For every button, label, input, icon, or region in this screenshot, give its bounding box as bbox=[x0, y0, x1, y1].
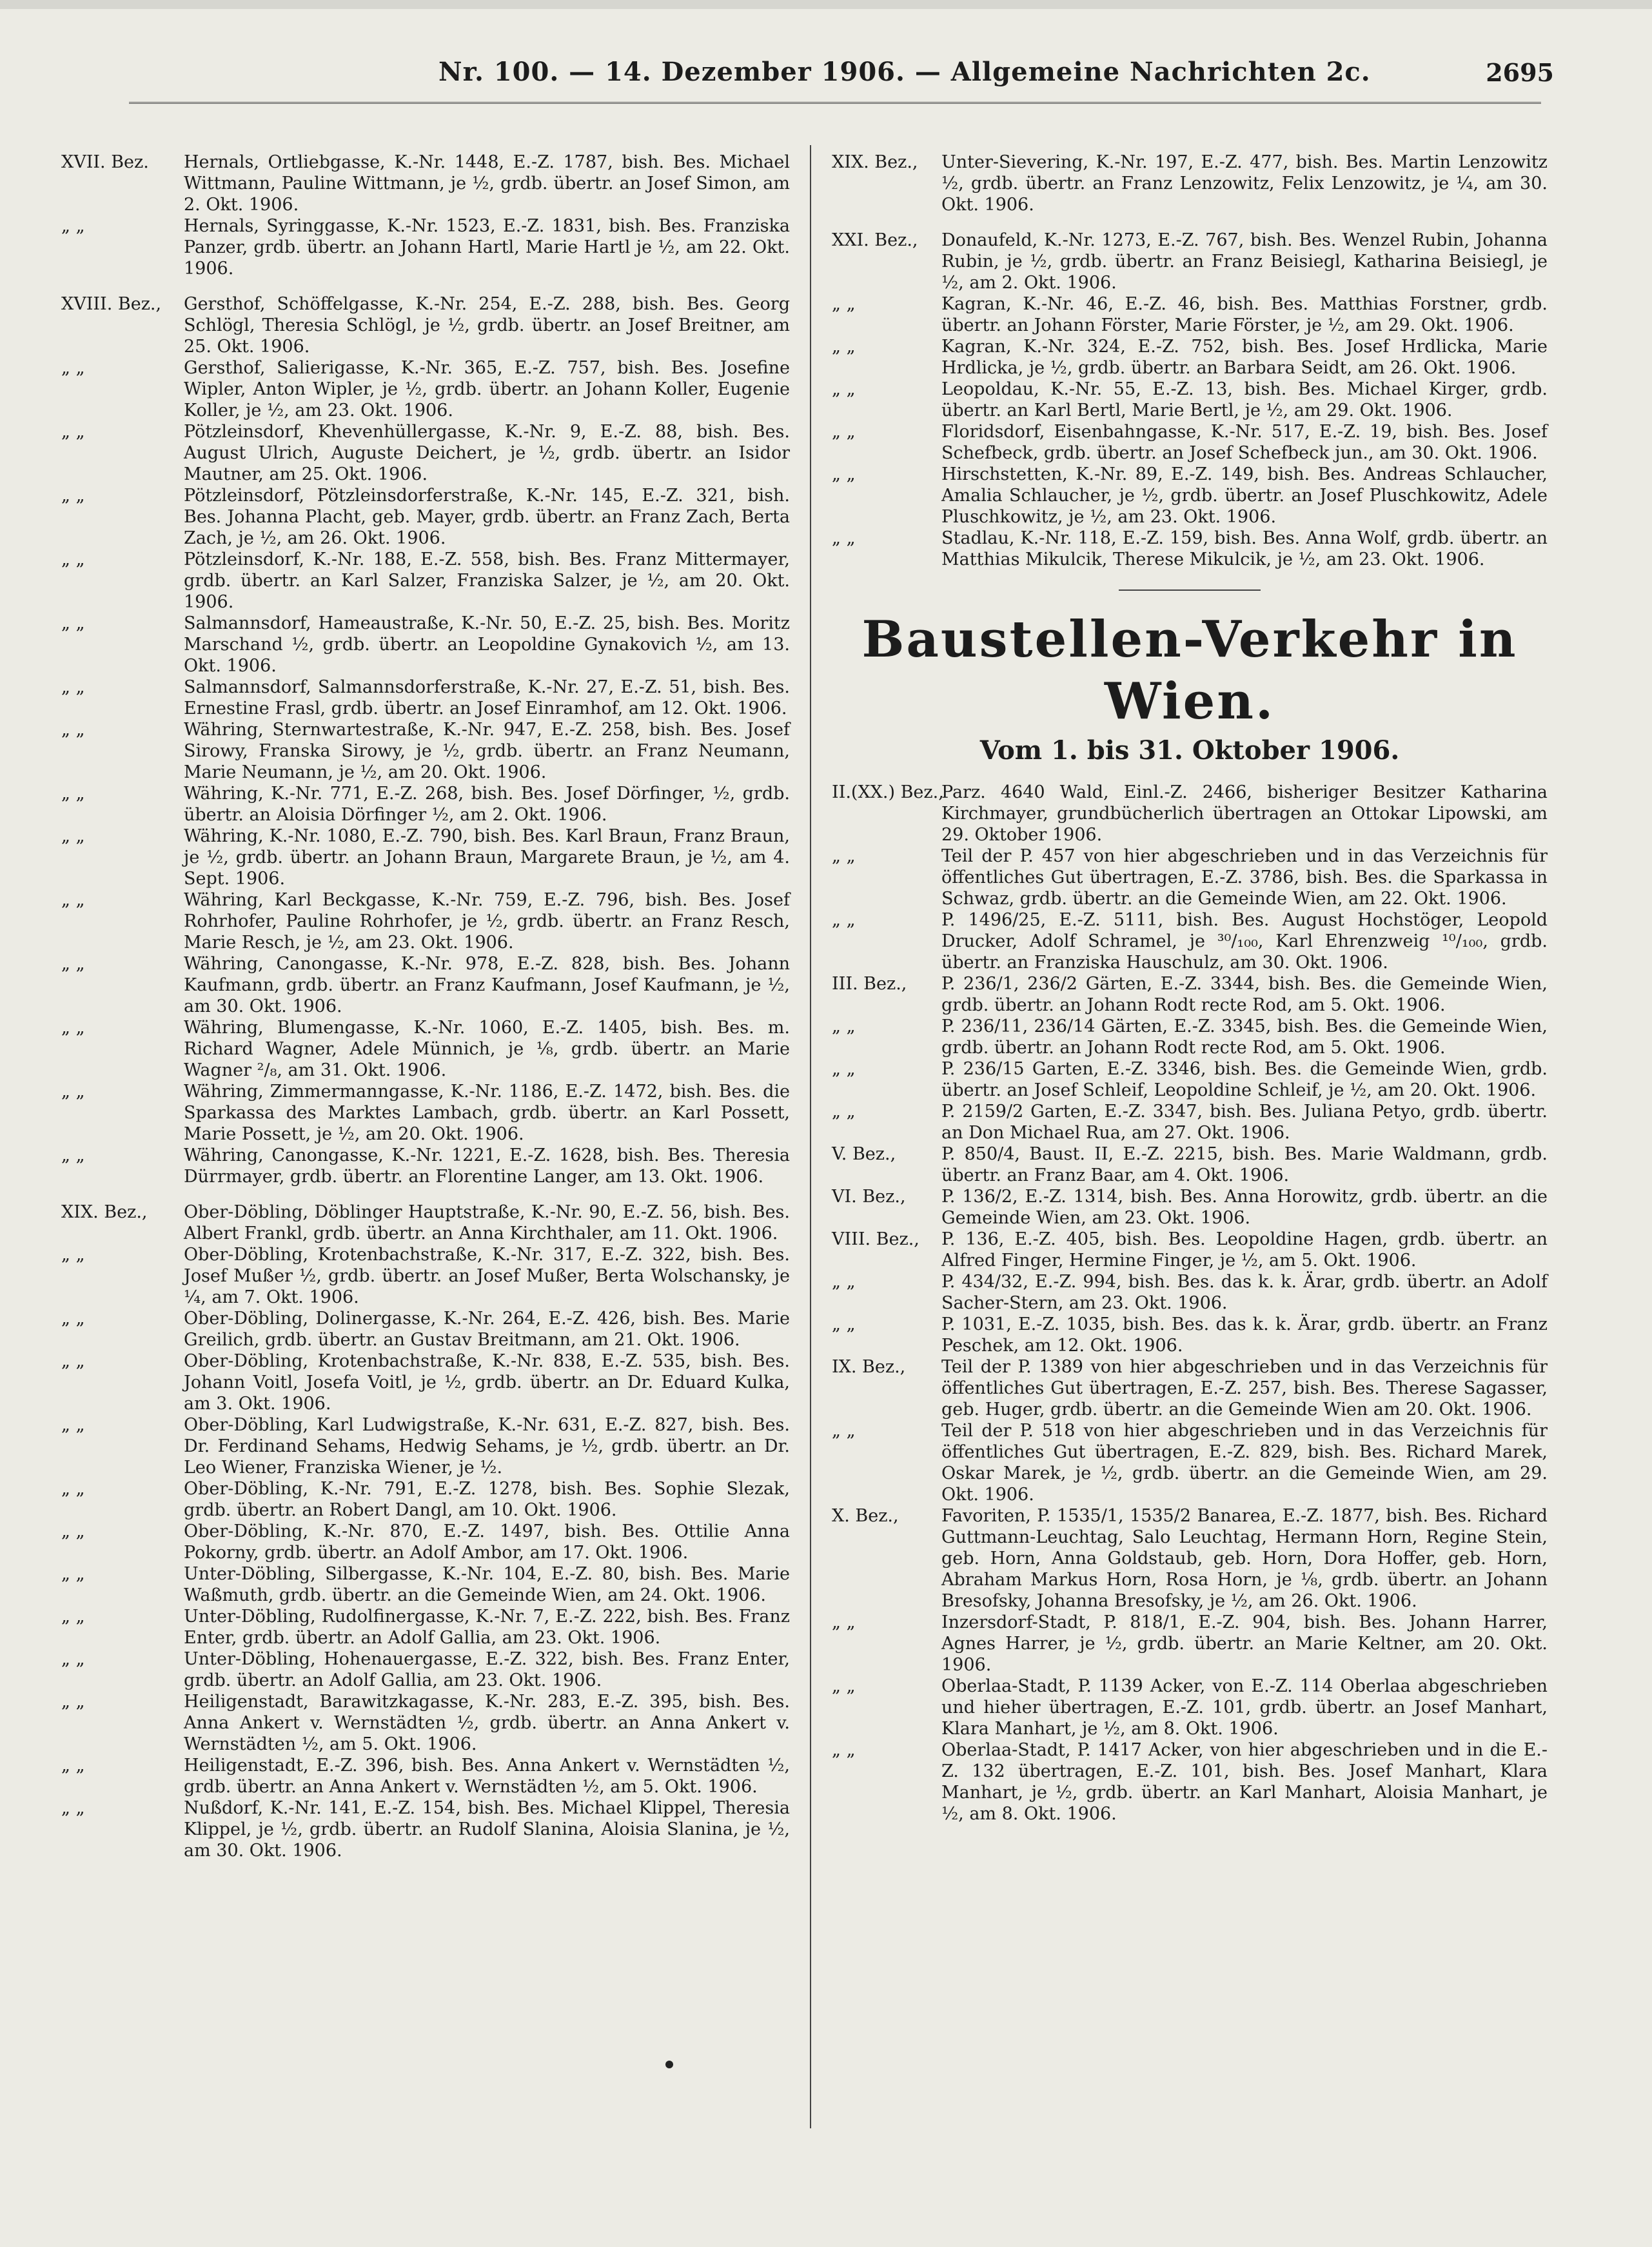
district-label: „ „ bbox=[61, 1145, 85, 1165]
district-label: „ „ bbox=[61, 1607, 85, 1627]
register-entry bbox=[61, 1478, 790, 1521]
district-label: XIX. Bez., bbox=[61, 1202, 148, 1222]
scan-edge bbox=[0, 0, 1652, 9]
entry-text: Gersthof, Schöffelgasse, K.-Nr. 254, E.-Z. 288, bish. Bes. Georg Schlögl, Theresia Schlögl, je ½, grdb. übertr. an Josef Breitner, am 25. Okt. 1906. bbox=[184, 294, 790, 357]
entry-text: Währing, K.-Nr. 1080, E.-Z. 790, bish. Bes. Karl Braun, Franz Braun, je ½, grdb. übertr. an Johann Braun, Margarete Braun, je ½, am 4. Sept. 1906. bbox=[184, 826, 790, 889]
district-label: „ „ bbox=[61, 613, 85, 633]
district-label: „ „ bbox=[61, 1245, 85, 1265]
district-label: „ „ bbox=[61, 1309, 85, 1329]
register-entry bbox=[61, 677, 790, 719]
entry-text: Inzersdorf-Stadt, P. 818/1, E.-Z. 904, bish. Bes. Johann Harrer, Agnes Harrer, je ½, grdb. übertr. an Marie Keltner, am 20. Okt. 1906. bbox=[941, 1612, 1548, 1675]
entry-text: Heiligenstadt, E.-Z. 396, bish. Bes. Anna Ankert v. Wernstädten ½, grdb. übertr. an Anna Ankert v. Wernstädten ½, am 5. Okt. 1906. bbox=[184, 1756, 790, 1797]
entry-text: Währing, Karl Beckgasse, K.-Nr. 759, E.-Z. 796, bish. Bes. Josef Rohrhofer, Pauline Rohrhofer, je ½, grdb. übertr. an Franz Resch, Marie Resch, je ½, am 23. Okt. 1906. bbox=[184, 890, 790, 953]
entry-text: Salmannsdorf, Salmannsdorferstraße, K.-Nr. 27, E.-Z. 51, bish. Bes. Ernestine Frasl, grdb. übertr. an Josef Einramhof, am 12. Okt. 1906. bbox=[184, 677, 790, 718]
register-entry bbox=[61, 783, 790, 826]
district-label: IX. Bez., bbox=[832, 1357, 906, 1377]
district-label: „ „ bbox=[832, 379, 856, 399]
district-label: „ „ bbox=[832, 1421, 856, 1441]
entry-text: Kagran, K.-Nr. 324, E.-Z. 752, bish. Bes. Josef Hrdlicka, Marie Hrdlicka, je ½, grdb. übertr. an Barbara Seidt, am 26. Okt. 1906. bbox=[941, 337, 1548, 378]
entry-text: Stadlau, K.-Nr. 118, E.-Z. 159, bish. Bes. Anna Wolf, grdb. übertr. an Matthias Mikulcik, Therese Mikulcik, je ½, am 23. Okt. 1906. bbox=[941, 528, 1548, 569]
district-label: „ „ bbox=[61, 1479, 85, 1499]
register-entry bbox=[61, 152, 790, 215]
district-label: „ „ bbox=[61, 720, 85, 740]
district-label: „ „ bbox=[832, 1016, 856, 1036]
entry-text: Ober-Döbling, Krotenbachstraße, K.-Nr. 838, E.-Z. 535, bish. Bes. Johann Voitl, Josefa Voitl, je ½, grdb. übertr. an Dr. Eduard Kulka, am 3. Okt. 1906. bbox=[184, 1351, 790, 1414]
district-label: „ „ bbox=[61, 826, 85, 846]
register-entry bbox=[832, 293, 1548, 336]
entry-text: Pötzleinsdorf, K.-Nr. 188, E.-Z. 558, bish. Bes. Franz Mittermayer, grdb. übertr. an Karl Salzer, Franziska Salzer, je ½, am 20. Okt. 1906. bbox=[184, 549, 790, 612]
register-entry bbox=[61, 293, 790, 357]
district-label: X. Bez., bbox=[832, 1506, 899, 1526]
register-entry bbox=[61, 1308, 790, 1351]
entry-text: Währing, Zimmermanngasse, K.-Nr. 1186, E.-Z. 1472, bish. Bes. die Sparkassa des Marktes Lambach, grdb. übertr. an Karl Possett, Marie Possett, je ½, am 20. Okt. 1906. bbox=[184, 1082, 790, 1144]
register-entry bbox=[61, 1081, 790, 1145]
entry-text: Floridsdorf, Eisenbahngasse, K.-Nr. 517, E.-Z. 19, bish. Bes. Josef Schefbeck, grdb. übertr. an Josef Schefbeck jun., am 30. Okt. 1906. bbox=[941, 422, 1548, 463]
entry-text: P. 236/15 Garten, E.-Z. 3346, bish. Bes. die Gemeinde Wien, grdb. übertr. an Josef Schleif, Leopoldine Schleif, je ½, am 20. Okt. 1906. bbox=[941, 1059, 1548, 1100]
district-label: „ „ bbox=[61, 1415, 85, 1435]
district-label: „ „ bbox=[61, 1564, 85, 1584]
entry-text: P. 434/32, E.-Z. 994, bish. Bes. das k. k. Ärar, grdb. übertr. an Adolf Sacher-Stern, am 23. Okt. 1906. bbox=[941, 1272, 1548, 1313]
district-label: „ „ bbox=[61, 1521, 85, 1541]
entry-text: Hernals, Ortliebgasse, K.-Nr. 1448, E.-Z. 1787, bish. Bes. Michael Wittmann, Pauline Wittmann, je ½, grdb. übertr. an Josef Simon, am 2. Okt. 1906. bbox=[184, 152, 790, 215]
register-entry bbox=[832, 421, 1548, 464]
district-label: „ „ bbox=[832, 294, 856, 314]
district-label: „ „ bbox=[832, 1740, 856, 1760]
entry-text: P. 136, E.-Z. 405, bish. Bes. Leopoldine Hagen, grdb. übertr. an Alfred Finger, Hermine Finger, je ½, am 5. Okt. 1906. bbox=[941, 1229, 1548, 1271]
district-label: „ „ bbox=[61, 677, 85, 697]
entry-text: P. 1496/25, E.-Z. 5111, bish. Bes. August Hochstöger, Leopold Drucker, Adolf Schramel, je ³⁰/₁₀₀, Karl Ehrenzweig ¹⁰/₁₀₀, grdb. übertr. an Franziska Hauschulz, am 30. Okt. 1906. bbox=[941, 910, 1548, 973]
header-rule bbox=[129, 102, 1541, 104]
entry-text: Ober-Döbling, Krotenbachstraße, K.-Nr. 317, E.-Z. 322, bish. Bes. Josef Mußer ½, grdb. übertr. an Josef Mußer, Berta Wolschansky, je ¼, am 7. Okt. 1906. bbox=[184, 1245, 790, 1307]
register-entry bbox=[832, 1676, 1548, 1739]
header-title: Nr. 100. — 14. Dezember 1906. — Allgemeine Nachrichten 2c. bbox=[438, 57, 1371, 87]
register-entry bbox=[832, 1186, 1548, 1229]
entry-text: Pötzleinsdorf, Khevenhüllergasse, K.-Nr. 9, E.-Z. 88, bish. Bes. August Ulrich, Auguste Deichert, je ½, grdb. übertr. an Isidor Mautner, am 25. Okt. 1906. bbox=[184, 422, 790, 484]
register-entry bbox=[61, 1648, 790, 1691]
register-entry bbox=[832, 379, 1548, 421]
district-label: „ „ bbox=[61, 890, 85, 910]
entry-text: Ober-Döbling, K.-Nr. 791, E.-Z. 1278, bish. Bes. Sophie Slezak, grdb. übertr. an Robert Dangl, am 10. Okt. 1906. bbox=[184, 1479, 790, 1520]
district-label: VI. Bez., bbox=[832, 1187, 906, 1207]
column-divider bbox=[810, 145, 811, 2128]
entry-text: Ober-Döbling, Karl Ludwigstraße, K.-Nr. 631, E.-Z. 827, bish. Bes. Dr. Ferdinand Sehams, Hedwig Sehams, je ½, grdb. übertr. an Dr. Leo Wiener, Franziska Wiener, je ½. bbox=[184, 1415, 790, 1478]
district-label: VIII. Bez., bbox=[832, 1229, 919, 1249]
register-entry bbox=[832, 1101, 1548, 1143]
entry-text: Währing, Sternwartestraße, K.-Nr. 947, E.-Z. 258, bish. Bes. Josef Sirowy, Franska Sirowy, je ½, grdb. übertr. an Franz Neumann, Marie Neumann, je ½, am 20. Okt. 1906. bbox=[184, 720, 790, 782]
district-label: „ „ bbox=[61, 358, 85, 378]
entry-text: Kagran, K.-Nr. 46, E.-Z. 46, bish. Bes. Matthias Forstner, grdb. übertr. an Johann Förster, Marie Förster, je ½, am 29. Okt. 1906. bbox=[941, 294, 1548, 335]
entry-text: Teil der P. 518 von hier abgeschrieben und in das Verzeichnis für öffentliches Gut übertragen, E.-Z. 829, bish. Bes. Richard Marek, Oskar Marek, je ½, grdb. übertr. an die Gemeinde Wien, am 29. Okt. 1906. bbox=[941, 1421, 1548, 1505]
district-label: „ „ bbox=[832, 528, 856, 548]
register-entry bbox=[61, 1244, 790, 1308]
entry-text: Teil der P. 1389 von hier abgeschrieben und in das Verzeichnis für öffentliches Gut übertragen, E.-Z. 257, bish. Bes. Therese Sagasser, geb. Huger, grdb. übertr. an die Gemeinde Wien am 20. Okt. 1906. bbox=[941, 1357, 1548, 1420]
entry-text: Währing, Blumengasse, K.-Nr. 1060, E.-Z. 1405, bish. Bes. m. Richard Wagner, Adele Münnich, je ⅛, grdb. übertr. an Marie Wagner ²/₈, am 31. Okt. 1906. bbox=[184, 1018, 790, 1080]
district-label: „ „ bbox=[61, 1018, 85, 1038]
district-label: „ „ bbox=[832, 1272, 856, 1292]
district-label: „ „ bbox=[832, 1314, 856, 1334]
entry-text: Oberlaa-Stadt, P. 1139 Acker, von E.-Z. 114 Oberlaa abgeschrieben und hieher übertragen, E.-Z. 101, grdb. übertr. an Josef Manhart, Klara Manhart, je ½, am 8. Okt. 1906. bbox=[941, 1676, 1548, 1739]
register-entry bbox=[61, 953, 790, 1017]
register-entry bbox=[832, 336, 1548, 379]
entry-text: Oberlaa-Stadt, P. 1417 Acker, von hier abgeschrieben und in die E.-Z. 132 übertragen, E.-Z. 101, bish. Bes. Josef Manhart, Klara Manhart, je ½, grdb. übertr. an Karl Manhart, Aloisia Manhart, je ½, am 8. Okt. 1906. bbox=[941, 1740, 1548, 1824]
register-entry bbox=[61, 1351, 790, 1414]
district-label: V. Bez., bbox=[832, 1144, 896, 1164]
register-entry bbox=[61, 1755, 790, 1797]
register-entry bbox=[832, 1420, 1548, 1505]
register-entry bbox=[832, 909, 1548, 973]
district-label: „ „ bbox=[61, 422, 85, 442]
district-label: „ „ bbox=[832, 464, 856, 484]
register-entry bbox=[61, 826, 790, 889]
entry-text: Unter-Döbling, Rudolfinergasse, K.-Nr. 7, E.-Z. 222, bish. Bes. Franz Enter, grdb. übertr. an Adolf Gallia, am 23. Okt. 1906. bbox=[184, 1607, 790, 1648]
district-label: XVII. Bez. bbox=[61, 152, 149, 172]
register-entry bbox=[61, 1521, 790, 1563]
entry-text: Parz. 4640 Wald, Einl.-Z. 2466, bisheriger Besitzer Katharina Kirchmayer, grundbücherlich übertragen an Ottokar Lipowski, am 29. Oktober 1906. bbox=[941, 782, 1548, 845]
section-title: Baustellen-Verkehr in Wien. bbox=[861, 610, 1518, 731]
district-label: „ „ bbox=[832, 1059, 856, 1079]
entry-text: P. 1031, E.-Z. 1035, bish. Bes. das k. k. Ärar, grdb. übertr. an Franz Peschek, am 12. Okt. 1906. bbox=[941, 1314, 1548, 1356]
district-label: „ „ bbox=[832, 910, 856, 930]
district-label: „ „ bbox=[832, 1676, 856, 1696]
register-entry bbox=[61, 719, 790, 783]
district-label: „ „ bbox=[832, 1612, 856, 1632]
district-label: „ „ bbox=[832, 1102, 856, 1122]
page-number: 2695 bbox=[1486, 58, 1554, 87]
entry-text: P. 236/1, 236/2 Gärten, E.-Z. 3344, bish. Bes. die Gemeinde Wien, grdb. übertr. an Johann Rodt recte Rod, am 5. Okt. 1906. bbox=[941, 974, 1548, 1015]
entry-text: Ober-Döbling, Döblinger Hauptstraße, K.-Nr. 90, E.-Z. 56, bish. Bes. Albert Frankl, grdb. übertr. an Anna Kirchthaler, am 11. Okt. 1906. bbox=[184, 1202, 790, 1243]
left-column bbox=[61, 152, 790, 1861]
district-label: „ „ bbox=[61, 954, 85, 974]
right-column-entries bbox=[832, 152, 1548, 570]
district-label: II.(XX.) Bez., bbox=[832, 782, 944, 802]
entry-text: Währing, Canongasse, K.-Nr. 1221, E.-Z. 1628, bish. Bes. Theresia Dürrmayer, grdb. übertr. an Florentine Langer, am 13. Okt. 1906. bbox=[184, 1145, 790, 1187]
register-entry bbox=[61, 421, 790, 485]
register-entry bbox=[832, 152, 1548, 215]
entry-gap bbox=[832, 215, 1548, 230]
district-label: „ „ bbox=[61, 1649, 85, 1669]
entry-text: Ober-Döbling, K.-Nr. 870, E.-Z. 1497, bish. Bes. Ottilie Anna Pokorny, grdb. übertr. an Adolf Ambor, am 17. Okt. 1906. bbox=[184, 1521, 790, 1563]
district-label: „ „ bbox=[61, 549, 85, 569]
entry-text: Gersthof, Salierigasse, K.-Nr. 365, E.-Z. 757, bish. Bes. Josefine Wipler, Anton Wipler, je ½, grdb. übertr. an Johann Koller, Eugenie Koller, je ½, am 23. Okt. 1906. bbox=[184, 358, 790, 421]
district-label: „ „ bbox=[61, 1692, 85, 1712]
district-label: „ „ bbox=[61, 1351, 85, 1371]
entry-text: Leopoldau, K.-Nr. 55, E.-Z. 13, bish. Bes. Michael Kirger, grdb. übertr. an Karl Bertl, Marie Bertl, je ½, am 29. Okt. 1906. bbox=[941, 379, 1548, 421]
register-entry bbox=[832, 782, 1548, 846]
register-entry bbox=[61, 1691, 790, 1755]
entry-text: Währing, K.-Nr. 771, E.-Z. 268, bish. Bes. Josef Dörfinger, ½, grdb. übertr. an Aloisia Dörfinger ½, am 2. Okt. 1906. bbox=[184, 784, 790, 825]
register-entry bbox=[832, 1612, 1548, 1676]
district-label: XXI. Bez., bbox=[832, 230, 918, 250]
register-entry bbox=[61, 1202, 790, 1244]
district-label: „ „ bbox=[61, 1756, 85, 1776]
entry-text: P. 136/2, E.-Z. 1314, bish. Bes. Anna Horowitz, grdb. übertr. an die Gemeinde Wien, am 23. Okt. 1906. bbox=[941, 1187, 1548, 1228]
entry-text: Heiligenstadt, Barawitzkagasse, K.-Nr. 283, E.-Z. 395, bish. Bes. Anna Ankert v. Wernstädten ½, grdb. übertr. an Anna Ankert v. Wernstädten ½, am 5. Okt. 1906. bbox=[184, 1692, 790, 1754]
district-label: XVIII. Bez., bbox=[61, 294, 162, 314]
page-header bbox=[103, 57, 1554, 102]
register-entry bbox=[832, 1271, 1548, 1314]
district-label: „ „ bbox=[61, 216, 85, 236]
printer-dot bbox=[665, 2061, 673, 2068]
district-label: „ „ bbox=[61, 784, 85, 804]
register-entry bbox=[61, 549, 790, 613]
district-label: „ „ bbox=[61, 1798, 85, 1818]
entry-text: P. 236/11, 236/14 Gärten, E.-Z. 3345, bish. Bes. die Gemeinde Wien, grdb. übertr. an Johann Rodt recte Rod, am 5. Okt. 1906. bbox=[941, 1016, 1548, 1058]
entry-text: Donaufeld, K.-Nr. 1273, E.-Z. 767, bish. Bes. Wenzel Rubin, Johanna Rubin, je ½, grdb. übertr. an Franz Beisiegl, Katharina Beisiegl, je ½, am 2. Okt. 1906. bbox=[941, 230, 1548, 293]
entry-text: Nußdorf, K.-Nr. 141, E.-Z. 154, bish. Bes. Michael Klippel, Theresia Klippel, je ½, grdb. übertr. an Rudolf Slanina, Aloisia Slanina, je ½, am 30. Okt. 1906. bbox=[184, 1798, 790, 1861]
register-entry bbox=[61, 1414, 790, 1478]
entry-text: Teil der P. 457 von hier abgeschrieben und in das Verzeichnis für öffentliches Gut übertragen, E.-Z. 3786, bish. Bes. die Sparkassa in Schwaz, grdb. übertr. an die Gemeinde Wien, am 22. Okt. 1906. bbox=[941, 846, 1548, 909]
section-entries bbox=[832, 782, 1548, 1825]
district-label: III. Bez., bbox=[832, 974, 907, 994]
entry-text: Pötzleinsdorf, Pötzleinsdorferstraße, K.-Nr. 145, E.-Z. 321, bish. Bes. Johanna Placht, geb. Mayer, grdb. übertr. an Franz Zach, Berta Zach, je ½, am 26. Okt. 1906. bbox=[184, 486, 790, 548]
entry-text: Salmannsdorf, Hameaustraße, K.-Nr. 50, E.-Z. 25, bish. Bes. Moritz Marschand ½, grdb. übertr. an Leopoldine Gynakovich ½, am 13. Okt. 1906. bbox=[184, 613, 790, 676]
register-entry bbox=[61, 1017, 790, 1081]
register-entry bbox=[832, 464, 1548, 528]
district-label: „ „ bbox=[61, 1082, 85, 1102]
register-entry bbox=[832, 1016, 1548, 1058]
district-label: „ „ bbox=[61, 486, 85, 506]
entry-text: P. 2159/2 Garten, E.-Z. 3347, bish. Bes. Juliana Petyo, grdb. übertr. an Don Michael Rua, am 27. Okt. 1906. bbox=[941, 1102, 1548, 1143]
register-entry bbox=[832, 1739, 1548, 1825]
register-entry bbox=[832, 846, 1548, 909]
register-entry bbox=[61, 1563, 790, 1606]
entry-text: Unter-Döbling, Silbergasse, K.-Nr. 104, E.-Z. 80, bish. Bes. Marie Waßmuth, grdb. übertr. an die Gemeinde Wien, am 24. Okt. 1906. bbox=[184, 1564, 790, 1605]
register-entry bbox=[832, 1058, 1548, 1101]
register-entry bbox=[61, 1606, 790, 1648]
entry-text: Unter-Döbling, Hohenauergasse, E.-Z. 322, bish. Bes. Franz Enter, grdb. übertr. an Adolf Gallia, am 23. Okt. 1906. bbox=[184, 1649, 790, 1690]
entry-text: Unter-Sievering, K.-Nr. 197, E.-Z. 477, bish. Bes. Martin Lenzowitz ½, grdb. übertr. an Franz Lenzowitz, Felix Lenzowitz, je ¼, am 30. Okt. 1906. bbox=[941, 152, 1548, 215]
entry-text: Währing, Canongasse, K.-Nr. 978, E.-Z. 828, bish. Bes. Johann Kaufmann, grdb. übertr. an Franz Kaufmann, Josef Kaufmann, je ½, am 30. Okt. 1906. bbox=[184, 954, 790, 1016]
district-label: „ „ bbox=[832, 337, 856, 357]
right-column bbox=[832, 152, 1548, 1825]
entry-gap bbox=[61, 1187, 790, 1202]
register-entry bbox=[61, 1145, 790, 1187]
entry-gap bbox=[61, 279, 790, 293]
district-label: „ „ bbox=[832, 422, 856, 442]
register-entry bbox=[832, 1356, 1548, 1420]
entry-text: Hernals, Syringgasse, K.-Nr. 1523, E.-Z. 1831, bish. Bes. Franziska Panzer, grdb. übertr. an Johann Hartl, Marie Hartl je ½, am 22. Okt. 1906. bbox=[184, 216, 790, 279]
register-entry bbox=[832, 230, 1548, 293]
register-entry bbox=[61, 1797, 790, 1861]
register-entry bbox=[832, 1143, 1548, 1186]
entry-text: P. 850/4, Baust. II, E.-Z. 2215, bish. Bes. Marie Waldmann, grdb. übertr. an Franz Baar, am 4. Okt. 1906. bbox=[941, 1144, 1548, 1185]
register-entry bbox=[61, 613, 790, 677]
section-rule bbox=[1119, 589, 1261, 591]
entry-text: Ober-Döbling, Dolinergasse, K.-Nr. 264, E.-Z. 426, bish. Bes. Marie Greilich, grdb. übertr. an Gustav Breitmann, am 21. Okt. 1906. bbox=[184, 1309, 790, 1350]
register-entry bbox=[832, 1314, 1548, 1356]
district-label: „ „ bbox=[832, 846, 856, 866]
register-entry bbox=[832, 973, 1548, 1016]
register-entry bbox=[832, 528, 1548, 570]
register-entry bbox=[832, 1229, 1548, 1271]
section-subtitle: Vom 1. bis 31. Oktober 1906. bbox=[979, 735, 1400, 766]
register-entry bbox=[61, 485, 790, 549]
register-entry bbox=[61, 357, 790, 421]
register-entry bbox=[832, 1505, 1548, 1612]
entry-text: Favoriten, P. 1535/1, 1535/2 Banarea, E.-Z. 1877, bish. Bes. Richard Guttmann-Leuchtag, Salo Leuchtag, Hermann Horn, Regine Stein, geb. Horn, Anna Goldstaub, geb. Horn, Dora Hoffer, geb. Horn, Abraham Markus Horn, Rosa Horn, je ⅛, grdb. übertr. an Johann Bresofsky, Johanna Bresofsky, je ½, am 26. Okt. 1906. bbox=[941, 1506, 1548, 1611]
entry-text: Hirschstetten, K.-Nr. 89, E.-Z. 149, bish. Bes. Andreas Schlaucher, Amalia Schlaucher, je ½, grdb. übertr. an Josef Pluschkowitz, Adele Pluschkowitz, je ½, am 23. Okt. 1906. bbox=[941, 464, 1548, 527]
register-entry bbox=[61, 215, 790, 279]
register-entry bbox=[61, 889, 790, 953]
district-label: XIX. Bez., bbox=[832, 152, 918, 172]
